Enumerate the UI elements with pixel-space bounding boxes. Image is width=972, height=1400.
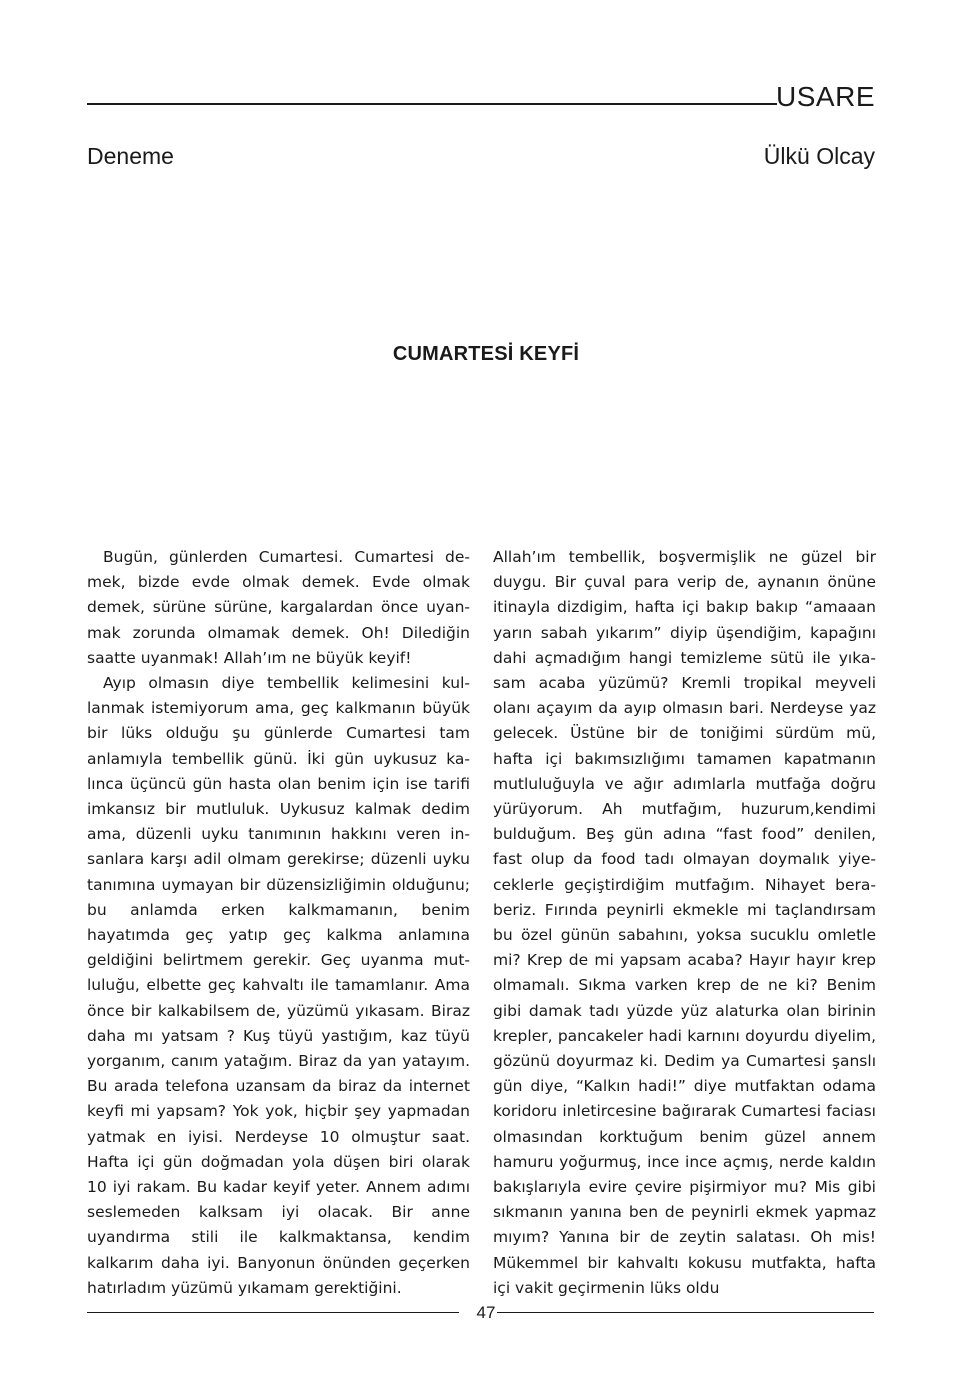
body-column-left (87, 545, 470, 1301)
page-number: 47 (476, 1303, 496, 1322)
author-name: Ülkü Olcay (763, 143, 875, 169)
paragraph: Ayıp olmasın diye tembellik kelimesini kullanmak istemiyorum ama, geç kalkmanın büyük bir lüks olduğu şu günlerde Cumartesi tam anlamıyla tembellik günü. İki gün uykusuz kalınca üçüncü gün hasta olan benim için ise tarifi imkansız bir mutluluk. Uykusuz kalmak dedim ama, düzenli uyku tanımının hakkını veren insanlara karşı adil olmam gerekirse; düzenli uyku tanımına uymayan bir düzensizliğimin olduğunu; bu anlamda erken kalkmamanın, benim hayatımda geç yatıp geç kalkma anlamına geldiğini belirtmem gerekir. Geç uyanma mutluluğu, elbette geç kahvaltı ile tamamlanır. Ama önce bir kalkabilsem de, yüzümü yıkasam. Biraz daha mı yatsam ? Kuş tüyü yastığım, kaz tüyü yorganım, canım yatağım. Biraz da yan yatayım. Bu arada telefona uzansam da biraz da internet keyfi mi yapsam? Yok yok, hiçbir şey yapmadan yatmak en iyisi. Nerdeyse 10 olmuştur saat. Hafta içi gün doğmadan yola düşen biri olarak 10 iyi rakam. Bu kadar keyif yeter. Annem adımı seslemeden kalksam iyi olacak. Bir anne uyandırma stili ile kalkmaktansa, kendim kalkarım daha iyi. Banyonun önünden geçerken hatırladım yüzümü yıkamam gerektiğini. (87, 674, 470, 1297)
article-title: CUMARTESİ KEYFİ (392, 343, 580, 365)
footer-rule-right (497, 1312, 874, 1313)
paragraph: Allah’ım tembellik, boşvermişlik ne güzel bir duygu. Bir çuval para verip de, aynanın önüne itinayla dizdigim, hafta içi bakıp bakıp “amaaan yarın sabah yıkarım” diyip üşendiğim, kapağını dahi açmadığım hangi temizleme sütü ile yıkasam acaba yüzümü? Kremli tropikal meyveli olanı açayım da ayıp olmasın bari. Nerdeyse yaz gelecek. Üstüne bir de toniğimi sürdüm mü, hafta içi bakımsızlığımı tamamen kapatmanın mutluluğuyla ve ağır adımlarla mutfağa doğru yürüyorum. Ah mutfağım, huzurum,kendimi bulduğum. Beş gün adına “fast food” denilen, fast olup da food tadı olmayan doymalık yiyeceklerle geçiştirdiğim mutfağım. Nihayet beraberiz. Fırında peynirli ekmekle mi taçlandırsam bu özel günün sabahını, yoksa sucuklu omletle mi? Krep de mi yapsam acaba? Hayır hayır krep olmamalı. Sıkma varken krep de ne ki? Benim gibi damak tadı yüzde yüz alaturka olan birinin krepler, pancakeler hadi karnını doyurdu diyelim, gözünü doyurmaz ki. Dedim ya Cumartesi şanslı gün diye, “Kalkın hadi!” diye mutfaktan odama koridoru inletircesine bağırarak Cumartesi faciası olmasından korktuğum benim güzel annem hamuru yoğurmuş, ince ince açmış, nerde kaldın bakışlarıyla evire çevire pişirmiyor mu? Mis gibi sıkmanın yanına ben de peynirli ekmek yapmaz mıyım? Yanına bir de zeytin salatası. Oh mis! Mükemmel bir kahvaltı kokusu mutfakta, hafta içi vakit geçirmenin lüks oldu (493, 548, 876, 1297)
body-column-right (493, 545, 876, 1301)
section-label: Deneme (87, 143, 174, 169)
paragraph: Bugün, günlerden Cumartesi. Cumartesi demek, bizde evde olmak demek. Evde olmak demek, sürüne sürüne, kargalardan önce uyanmak zorunda olmamak demek. Oh! Dilediğin saatte uyanmak! Allah’ım ne büyük keyif! (87, 548, 470, 667)
header-rule (87, 103, 777, 105)
journal-name: USARE (776, 81, 875, 112)
